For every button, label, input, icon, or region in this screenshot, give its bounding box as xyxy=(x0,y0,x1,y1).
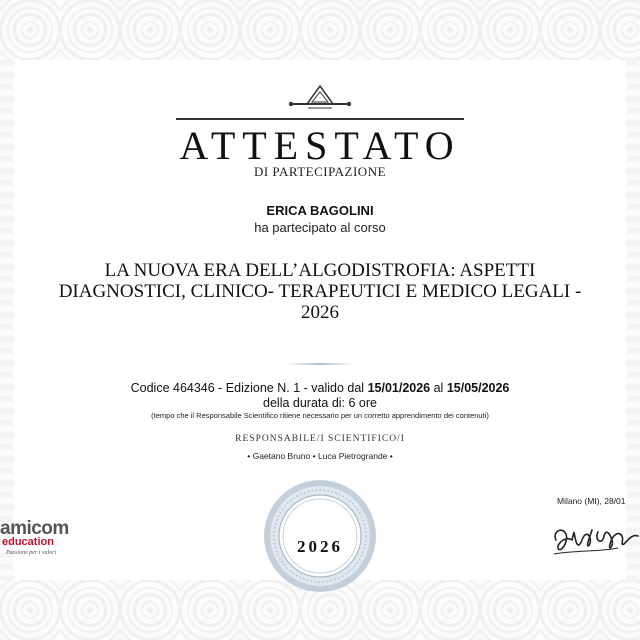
amicom-education-logo xyxy=(0,518,90,566)
certificate-subtitle: DI PARTECIPAZIONE xyxy=(253,164,387,179)
logo-tagline: Passione per i valori xyxy=(6,550,57,556)
signature-icon xyxy=(548,510,640,570)
participated-text: ha partecipato al corso xyxy=(254,220,386,235)
course-duration: della durata di: 6 ore xyxy=(263,396,377,410)
valid-from-date: 15/01/2026 xyxy=(367,381,431,395)
section-divider xyxy=(286,363,354,365)
year-seal-icon xyxy=(262,478,378,594)
valid-to-date: 15/05/2026 xyxy=(446,381,510,395)
place-and-date: Milano (MI), 28/01 xyxy=(557,496,626,506)
course-code-line xyxy=(0,381,640,395)
scientific-managers-names: • Gaetano Bruno • Luca Pietrogrande • xyxy=(247,451,393,461)
decorative-border-top xyxy=(0,0,640,60)
course-code-text: Codice 464346 - Edizione N. 1 - valido dal xyxy=(130,381,368,395)
seal-year: 2026 xyxy=(297,537,343,556)
title-rule xyxy=(176,118,464,120)
valid-separator: al xyxy=(430,381,447,395)
participant-name: ERICA BAGOLINI xyxy=(266,203,374,218)
course-title: LA NUOVA ERA DELL’ALGODISTROFIA: ASPETTI DIAGNOSTICI, CLINICO- TERAPEUTICI E MEDICO LEGALI - 2026 xyxy=(58,260,582,323)
logo-sub-text: education xyxy=(2,536,54,548)
triangle-ornament-icon xyxy=(288,84,352,110)
certificate-title: ATTESTATO xyxy=(179,123,461,168)
duration-note: (tempo che il Responsabile Scientifico ritiene necessario per un corretto apprendimento dei contenuti) xyxy=(151,411,489,420)
scientific-managers-label: RESPONSABILE/I SCIENTIFICO/I xyxy=(235,434,405,444)
logo-main-text: amicom xyxy=(0,518,69,539)
